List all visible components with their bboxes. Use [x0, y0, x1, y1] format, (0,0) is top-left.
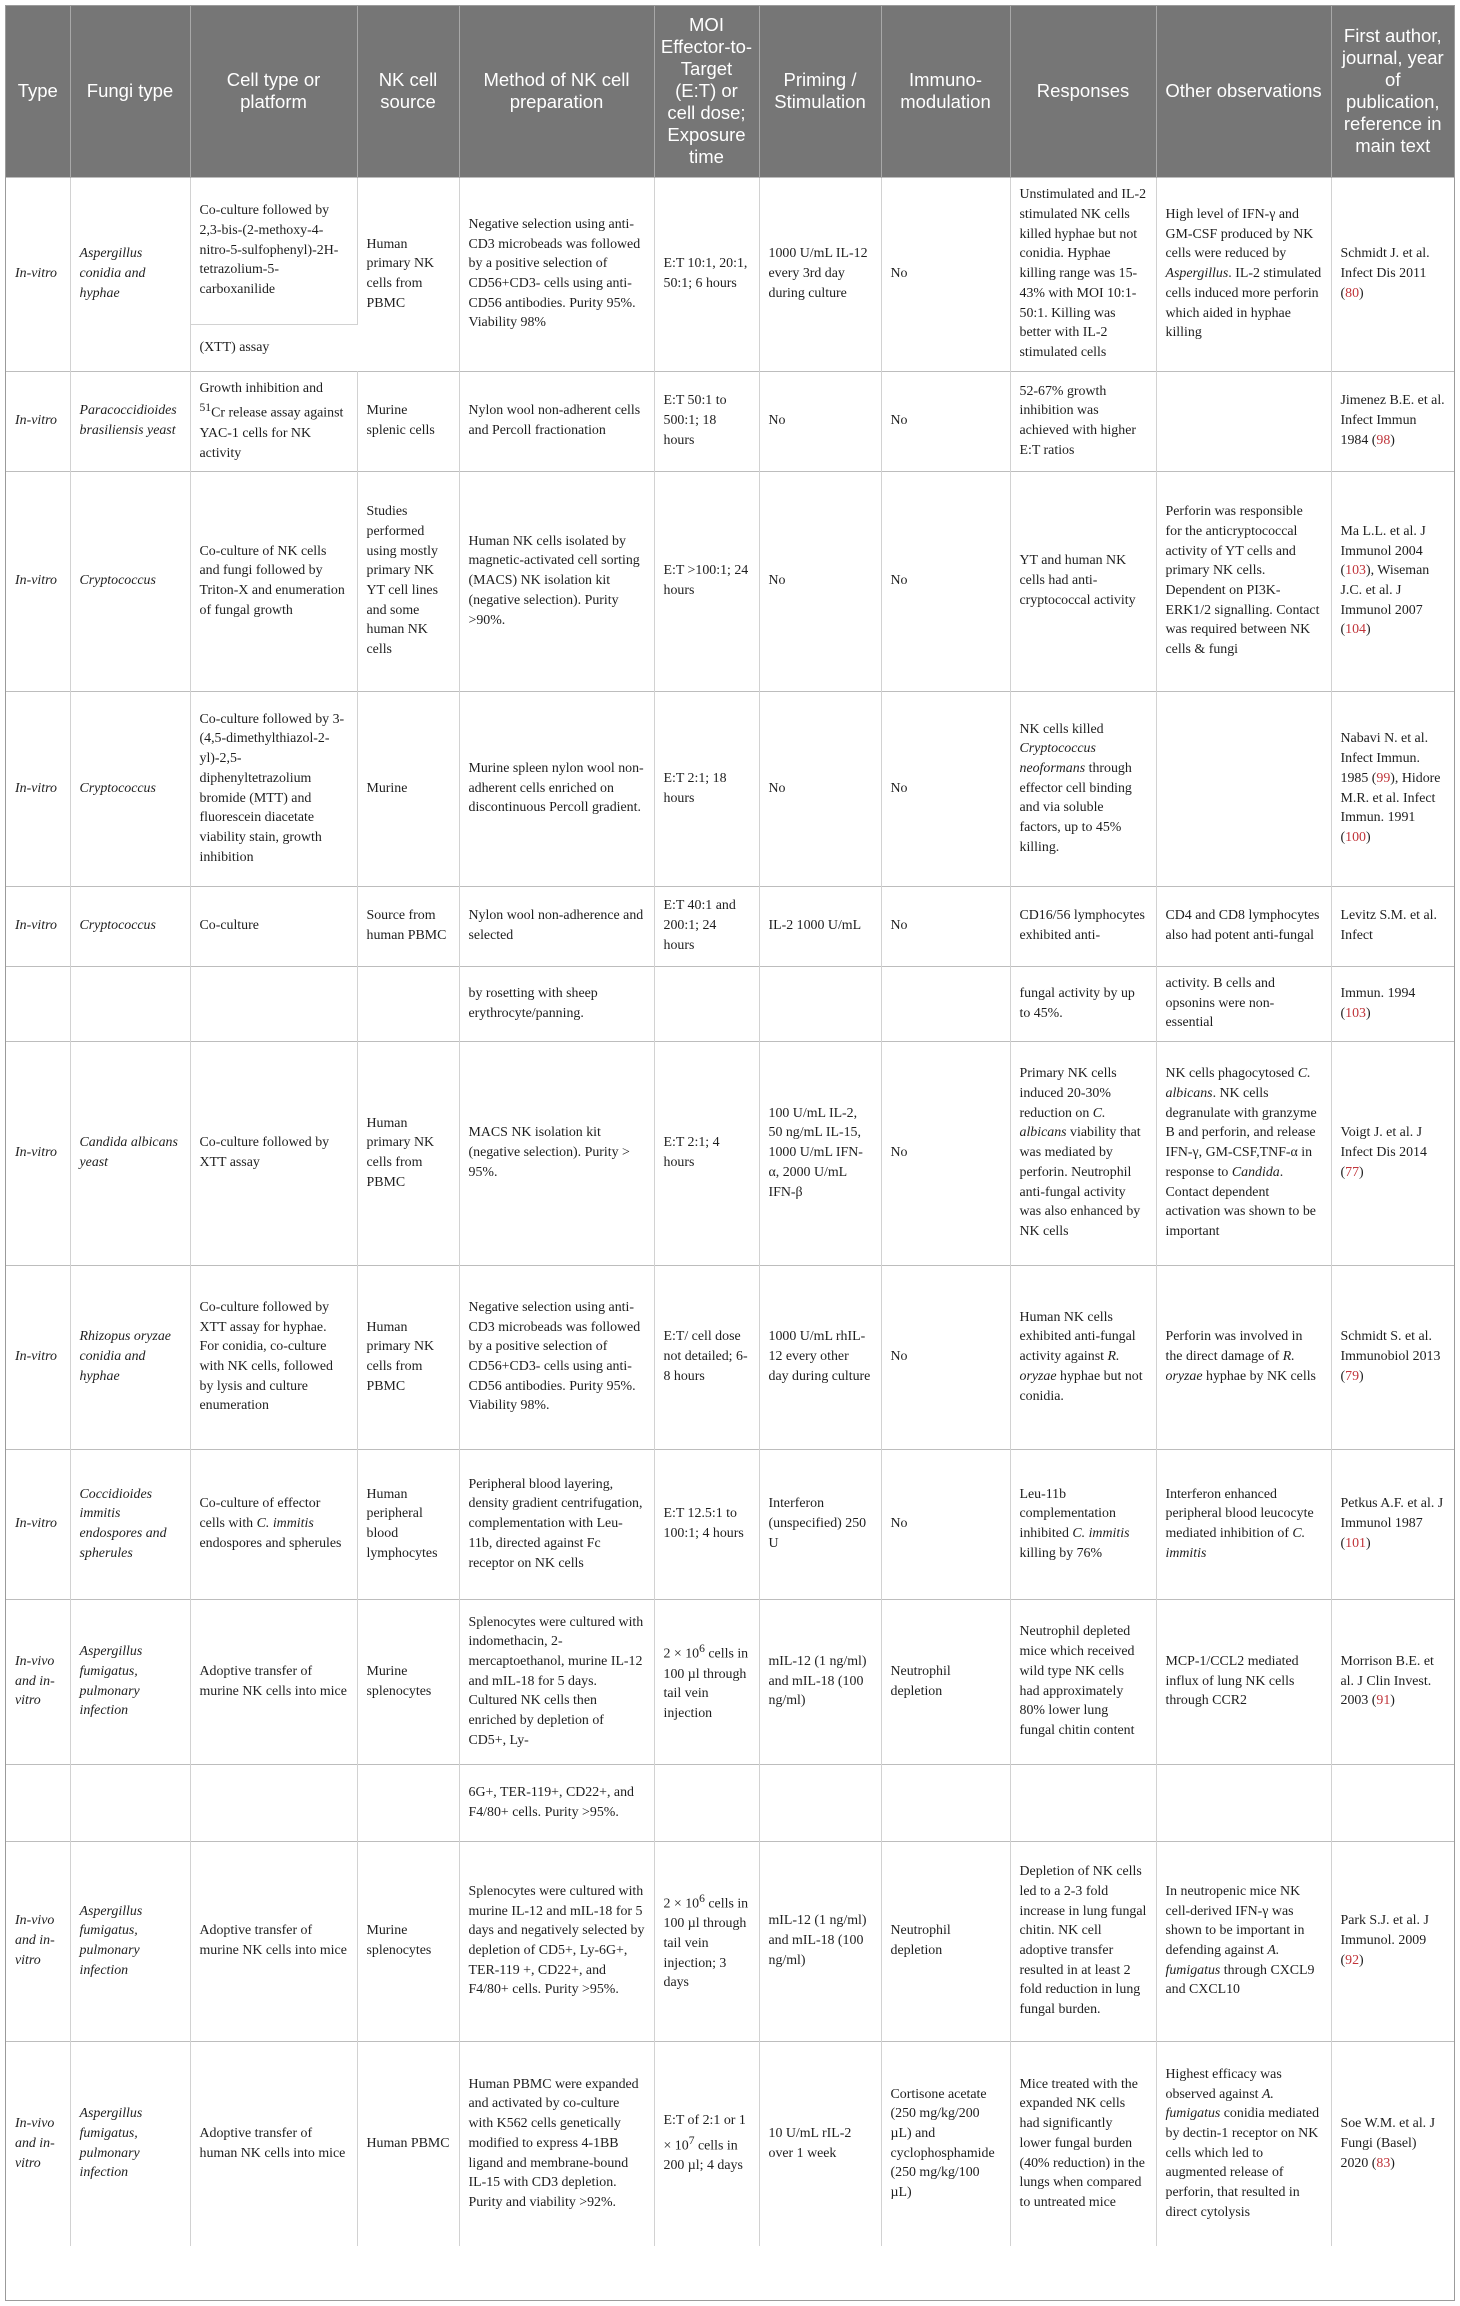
table-container — [5, 5, 1455, 2301]
col-header-type: Type — [6, 6, 70, 177]
cell-immuno: No — [881, 471, 1010, 691]
table-row — [6, 1265, 1454, 1449]
cell-method: Splenocytes were cultured with murine IL-12 and mIL-18 for 5 days and negatively selected by depletion of CD5+, Ly-6G+, TER-119 +, CD22+, and F4/80+ cells. Purity >95%. — [459, 1841, 654, 2041]
cell-method: Nylon wool non-adherence and selected — [459, 886, 654, 966]
cell-method: Peripheral blood layering, density gradient centrifugation, complementation with Leu-11b, directed against Fc receptor on NK cells — [459, 1449, 654, 1599]
reference-link[interactable]: 100 — [1345, 829, 1366, 845]
table-row — [6, 1599, 1454, 1764]
superscript: 6 — [699, 1642, 705, 1656]
text: ) — [1359, 1952, 1364, 1968]
cell-method: Human NK cells isolated by magnetic-activated cell sorting (MACS) NK isolation kit (negative selection). Purity >90%. — [459, 471, 654, 691]
cell-immuno: Cortisone acetate (250 mg/kg/200 µL) and cyclophosphamide (250 mg/kg/100 µL) — [881, 2041, 1010, 2246]
cell-type: In-vivo and in-vitro — [6, 2041, 70, 2246]
superscript: 7 — [688, 2134, 695, 2148]
cell-empty — [70, 966, 190, 1041]
italic-text: Candida — [1231, 1164, 1280, 1180]
cell-method: Negative selection using anti-CD3 microbeads was followed by a positive selection of CD56+CD3- cells using anti-CD56 antibodies. Purity 95%. Viability 98%. — [459, 1265, 654, 1449]
cell-priming: mIL-12 (1 ng/ml) and mIL-18 (100 ng/ml) — [759, 1841, 881, 2041]
text: Interferon enhanced peripheral blood leucocyte mediated inhibition of — [1165, 1486, 1314, 1541]
col-header-cell-type: Cell type or platform — [190, 6, 357, 177]
cell-empty — [759, 966, 881, 1041]
cell-empty — [1010, 1764, 1156, 1841]
text: 2 × 10 — [663, 1896, 700, 1912]
col-header-method: Method of NK cell preparation — [459, 6, 654, 177]
text: ), Hidore M.R. et al. Infect Immun. 1991 ( — [1340, 770, 1441, 845]
text: Primary NK cells induced 20-30% reduction on — [1019, 1066, 1117, 1121]
cell-fungi: Cryptococcus — [70, 886, 190, 966]
cell-moi: E:T 40:1 and 200:1; 24 hours — [654, 886, 759, 966]
cell-platform: Adoptive transfer of human NK cells into mice — [190, 2041, 357, 2246]
text: through effector cell binding and via soluble factors, up to 45% killing. — [1019, 760, 1132, 855]
text: Co-culture of effector cells with — [199, 1496, 321, 1532]
cell-responses — [1010, 691, 1156, 886]
text: through CXCL9 and CXCL10 — [1165, 1962, 1315, 1998]
cell-empty — [1156, 1764, 1331, 1841]
cell-priming: 1000 U/mL rhIL-12 every other day during culture — [759, 1265, 881, 1449]
cell-method: Negative selection using anti-CD3 microbeads was followed by a positive selection of CD56+CD3- cells using anti-CD56 antibodies. Purity 95%. Viability 98% — [459, 177, 654, 371]
table-row — [6, 471, 1454, 691]
col-header-fungi-type: Fungi type — [70, 6, 190, 177]
col-header-responses: Responses — [1010, 6, 1156, 177]
cell-type: In-vitro — [6, 1265, 70, 1449]
cell-moi: E:T >100:1; 24 hours — [654, 471, 759, 691]
col-header-observations: Other observations — [1156, 6, 1331, 177]
cell-reference: Levitz S.M. et al. Infect — [1331, 886, 1454, 966]
reference-link[interactable]: 98 — [1376, 432, 1391, 448]
text: . IL-2 stimulated cells induced more perforin which aided in hyphae killing — [1165, 266, 1322, 341]
reference-link[interactable]: 91 — [1376, 1693, 1391, 1709]
col-header-immunomodulation: Immuno-modulation — [881, 6, 1010, 177]
cell-platform: Co-culture followed by XTT assay — [190, 1041, 357, 1265]
text: Human NK cells exhibited anti-fungal activity against — [1019, 1309, 1136, 1365]
italic-text: Aspergillus — [1165, 266, 1229, 282]
cell-responses — [1010, 1449, 1156, 1599]
cell-immuno: No — [881, 886, 1010, 966]
cell-moi: E:T 10:1, 20:1, 50:1; 6 hours — [654, 177, 759, 371]
cell-reference — [1331, 371, 1454, 471]
text: ) — [1359, 1368, 1364, 1384]
text: Voigt J. et al. J Infect Dis 2014 ( — [1340, 1125, 1427, 1180]
cell-responses — [1010, 1265, 1156, 1449]
cell-observations — [1156, 371, 1331, 471]
cell-fungi: Aspergillus fumigatus, pulmonary infection — [70, 1599, 190, 1764]
cell-type: In-vivo and in-vitro — [6, 1599, 70, 1764]
col-header-moi: MOI Effector-to-Target (E:T) or cell dose; Exposure time — [654, 6, 759, 177]
cell-empty — [70, 1764, 190, 1841]
reference-link[interactable]: 80 — [1345, 285, 1360, 301]
cell-observations — [1156, 1841, 1331, 2041]
text: 2 × 10 — [663, 1646, 700, 1662]
text: High level of IFN-γ and GM-CSF produced by NK cells were reduced by — [1165, 207, 1314, 262]
text: ) — [1390, 2155, 1395, 2171]
text: Jimenez B.E. et al. Infect Immun 1984 ( — [1340, 393, 1445, 448]
italic-text: C. albicans — [1019, 1105, 1106, 1141]
reference-link[interactable]: 103 — [1345, 563, 1366, 579]
cell-priming: Interferon (unspecified) 250 U — [759, 1449, 881, 1599]
cell-empty — [190, 966, 357, 1041]
cell-observations — [1156, 691, 1331, 886]
text: Growth inhibition and — [199, 380, 323, 396]
cell-fungi: Aspergillus fumigatus, pulmonary infection — [70, 1841, 190, 2041]
superscript: 6 — [699, 1891, 705, 1905]
text: . Contact dependent activation was shown to be important — [1165, 1164, 1316, 1239]
text: Leu-11b complementation inhibited — [1019, 1486, 1116, 1541]
cell-reference — [1331, 471, 1454, 691]
cell-reference — [1331, 1449, 1454, 1599]
cell-type: In-vitro — [6, 1449, 70, 1599]
text: E:T of 2:1 or 1 × 10 — [663, 2113, 746, 2154]
cell-priming: No — [759, 471, 881, 691]
table-row — [6, 691, 1454, 886]
cell-empty — [654, 1764, 759, 1841]
text: ) — [1365, 1005, 1371, 1021]
cell-reference — [1331, 1265, 1454, 1449]
cell-responses: Neutrophil depleted mice which received wild type NK cells had approximately 80% lower lung fungal chitin content — [1010, 1599, 1156, 1764]
cell-responses — [1010, 1041, 1156, 1265]
cell-empty — [6, 1764, 70, 1841]
cell-empty — [357, 1764, 459, 1841]
text: Ma L.L. et al. J Immunol 2004 ( — [1340, 523, 1426, 579]
cell-empty — [759, 1764, 881, 1841]
text: endospores and spherules — [199, 1535, 342, 1551]
cell-moi: E:T 2:1; 18 hours — [654, 691, 759, 886]
cell-observations — [1156, 1041, 1331, 1265]
cell-source: Human primary NK cells from PBMC — [357, 1265, 459, 1449]
text: ) — [1390, 1693, 1395, 1709]
cell-responses: YT and human NK cells had anti-cryptococcal activity — [1010, 471, 1156, 691]
cell-responses: Depletion of NK cells led to a 2-3 fold increase in lung fungal chitin. NK cell adoptive transfer resulted in at least 2 fold reduction in lung fungal burden. — [1010, 1841, 1156, 2041]
cell-empty — [6, 966, 70, 1041]
text: Perforin was involved in the direct damage of — [1165, 1329, 1303, 1365]
cell-priming: No — [759, 691, 881, 886]
cell-priming: 10 U/mL rIL-2 over 1 week — [759, 2041, 881, 2246]
italic-text: C. immitis — [1072, 1526, 1130, 1541]
italic-text: C. immitis — [1165, 1526, 1306, 1561]
table-row — [6, 1449, 1454, 1599]
cell-source: Murine splenic cells — [357, 371, 459, 471]
reference-link[interactable]: 101 — [1345, 1535, 1366, 1551]
cell-platform: Co-culture followed by 3-(4,5-dimethylthiazol-2-yl)-2,5-diphenyltetrazolium bromide (MTT) and fluorescein diacetate viability stain, growth inhibition — [190, 691, 357, 886]
cell-platform: Co-culture followed by 2,3-bis-(2-methoxy-4-nitro-5-sulfophenyl)-2H-tetrazolium-5-carboxanilide — [190, 177, 357, 324]
cell-type: In-vitro — [6, 1041, 70, 1265]
text: Cr release assay against YAC-1 cells for NK activity — [199, 406, 344, 461]
cell-responses: Mice treated with the expanded NK cells had significantly lower fungal burden (40% reduction) in the lungs when compared to untreated mice — [1010, 2041, 1156, 2246]
cell-fungi: Aspergillus fumigatus, pulmonary infection — [70, 2041, 190, 2246]
cell-empty — [881, 1764, 1010, 1841]
cell-empty — [654, 966, 759, 1041]
cell-source: Human primary NK cells from PBMC — [357, 177, 459, 371]
cell-immuno: No — [881, 177, 1010, 371]
cell-source: Human peripheral blood lymphocytes — [357, 1449, 459, 1599]
text: Soe W.M. et al. J Fungi (Basel) 2020 ( — [1340, 2116, 1436, 2171]
reference-link[interactable]: 83 — [1376, 2155, 1391, 2171]
table-row — [6, 2041, 1454, 2246]
cell-empty — [357, 966, 459, 1041]
italic-text: R. oryzae — [1165, 1349, 1295, 1384]
cell-fungi: Rhizopus oryzae conidia and hyphae — [70, 1265, 190, 1449]
text: cells in 100 µl through tail vein injection; 3 days — [663, 1896, 749, 1991]
cell-priming: IL-2 1000 U/mL — [759, 886, 881, 966]
cell-fungi: Cryptococcus — [70, 471, 190, 691]
cell-platform: Adoptive transfer of murine NK cells into mice — [190, 1599, 357, 1764]
cell-method-cont: 6G+, TER-119+, CD22+, and F4/80+ cells. Purity >95%. — [459, 1764, 654, 1841]
cell-moi: E:T 50:1 to 500:1; 18 hours — [654, 371, 759, 471]
cell-immuno: No — [881, 1449, 1010, 1599]
col-header-priming: Priming / Stimulation — [759, 6, 881, 177]
text: NK cells phagocytosed — [1165, 1066, 1298, 1082]
cell-empty — [190, 1764, 357, 1841]
reference-link[interactable]: 99 — [1376, 770, 1391, 786]
reference-link[interactable]: 103 — [1345, 1005, 1366, 1021]
italic-text: C. albicans — [1165, 1066, 1311, 1102]
cell-type: In-vitro — [6, 886, 70, 966]
cell-immuno: No — [881, 691, 1010, 886]
cell-source: Murine splenocytes — [357, 1841, 459, 2041]
cell-method-cont: by rosetting with sheep erythrocyte/panning. — [459, 966, 654, 1041]
text: ) — [1359, 285, 1364, 301]
table-row-cont — [6, 966, 1454, 1041]
cell-fungi: Aspergillus conidia and hyphae — [70, 177, 190, 371]
cell-platform: Co-culture followed by XTT assay for hyphae. For conidia, co-culture with NK cells, followed by lysis and culture enumeration — [190, 1265, 357, 1449]
cell-immuno: No — [881, 1265, 1010, 1449]
cell-empty — [1331, 1764, 1454, 1841]
cell-fungi: Candida albicans yeast — [70, 1041, 190, 1265]
cell-type: In-vitro — [6, 471, 70, 691]
cell-source: Human primary NK cells from PBMC — [357, 1041, 459, 1265]
cell-platform: Co-culture — [190, 886, 357, 966]
cell-immuno: No — [881, 371, 1010, 471]
cell-moi — [654, 2041, 759, 2246]
reference-link[interactable]: 104 — [1345, 622, 1366, 638]
cell-platform — [190, 371, 357, 471]
text: Petkus A.F. et al. J Immunol 1987 ( — [1340, 1496, 1444, 1551]
cell-method: MACS NK isolation kit (negative selection). Purity > 95%. — [459, 1041, 654, 1265]
text: hyphae by NK cells — [1202, 1368, 1316, 1384]
italic-text: A. fumigatus — [1165, 2086, 1274, 2122]
cell-moi: E:T/ cell dose not detailed; 6-8 hours — [654, 1265, 759, 1449]
table-row-cont — [6, 1764, 1454, 1841]
cell-responses: 52-67% growth inhibition was achieved with higher E:T ratios — [1010, 371, 1156, 471]
header-row — [6, 6, 1454, 177]
cell-responses: Unstimulated and IL-2 stimulated NK cells killed hyphae but not conidia. Hyphae killing range was 15-43% with MOI 10:1-50:1. Killing was better with IL-2 stimulated cells — [1010, 177, 1156, 371]
cell-moi — [654, 1841, 759, 2041]
cell-moi: E:T 2:1; 4 hours — [654, 1041, 759, 1265]
cell-reference — [1331, 177, 1454, 371]
cell-method: Splenocytes were cultured with indomethacin, 2-mercaptoethanol, murine IL-12 and mIL-18 for 5 days. Cultured NK cells then enriched by depletion of CD5+, Ly- — [459, 1599, 654, 1764]
table-row — [6, 177, 1454, 324]
cell-reference-cont — [1331, 966, 1454, 1041]
text: Immun. 1994 ( — [1340, 985, 1416, 1021]
cell-immuno: Neutrophil depletion — [881, 1841, 1010, 2041]
text: conidia mediated by dectin-1 receptor on NK cells which led to augmented release of perforin, that resulted in direct cytolysis — [1165, 2106, 1320, 2220]
cell-priming: 1000 U/mL IL-12 every 3rd day during culture — [759, 177, 881, 371]
text: cells in 100 µl through tail vein injection — [663, 1646, 749, 1722]
reference-link[interactable]: 79 — [1345, 1368, 1360, 1384]
cell-observations — [1156, 1449, 1331, 1599]
cell-reference — [1331, 1841, 1454, 2041]
italic-text: Cryptococcus neoformans — [1019, 741, 1096, 776]
text: NK cells killed — [1019, 721, 1104, 737]
cell-responses-cont: fungal activity by up to 45%. — [1010, 966, 1156, 1041]
col-header-nk-source: NK cell source — [357, 6, 459, 177]
table-row — [6, 1841, 1454, 2041]
cell-platform: Co-culture of NK cells and fungi followed by Triton-X and enumeration of fungal growth — [190, 471, 357, 691]
cell-reference — [1331, 691, 1454, 886]
cell-platform: Adoptive transfer of murine NK cells into mice — [190, 1841, 357, 2041]
table-row — [6, 1041, 1454, 1265]
table-row — [6, 371, 1454, 471]
cell-observations: MCP-1/CCL2 mediated influx of lung NK cells through CCR2 — [1156, 1599, 1331, 1764]
nk-cell-fungi-table — [6, 6, 1454, 2246]
cell-immuno: Neutrophil depletion — [881, 1599, 1010, 1764]
text: Park S.J. et al. J Immunol. 2009 ( — [1340, 1913, 1429, 1968]
text: ) — [1390, 432, 1395, 448]
italic-text: C. immitis — [256, 1516, 314, 1532]
reference-link[interactable]: 77 — [1345, 1164, 1360, 1180]
cell-platform-cont: (XTT) assay — [190, 324, 357, 371]
text: Morrison B.E. et al. J Clin Invest. 2003 ( — [1340, 1653, 1434, 1709]
text: ), Wiseman J.C. et al. J Immunol 2007 ( — [1340, 563, 1430, 638]
text: ) — [1365, 622, 1371, 638]
cell-source: Studies performed using mostly primary NK YT cell lines and some human NK cells — [357, 471, 459, 691]
italic-text: R. oryzae — [1019, 1349, 1120, 1384]
text: Highest efficacy was observed against — [1165, 2066, 1282, 2102]
cell-type: In-vivo and in-vitro — [6, 1841, 70, 2041]
cell-observations: CD4 and CD8 lymphocytes also had potent anti-fungal — [1156, 886, 1331, 966]
cell-observations: Perforin was responsible for the anticryptococcal activity of YT cells and primary NK cells. Dependent on PI3K-ERK1/2 signalling. Contact was required between NK cells & fungi — [1156, 471, 1331, 691]
cell-observations-cont: activity. B cells and opsonins were non-essential — [1156, 966, 1331, 1041]
cell-observations — [1156, 177, 1331, 371]
cell-source: Murine splenocytes — [357, 1599, 459, 1764]
cell-method: Nylon wool non-adherent cells and Percoll fractionation — [459, 371, 654, 471]
cell-reference — [1331, 1041, 1454, 1265]
cell-method: Murine spleen nylon wool non-adherent cells enriched on discontinuous Percoll gradient. — [459, 691, 654, 886]
italic-text: A. fumigatus — [1165, 1943, 1280, 1978]
cell-priming: mIL-12 (1 ng/ml) and mIL-18 (100 ng/ml) — [759, 1599, 881, 1764]
cell-observations — [1156, 1265, 1331, 1449]
cell-source: Human PBMC — [357, 2041, 459, 2246]
table-row — [6, 886, 1454, 966]
text: Schmidt J. et al. Infect Dis 2011 ( — [1340, 246, 1430, 301]
cell-source: Source from human PBMC — [357, 886, 459, 966]
cell-source: Murine — [357, 691, 459, 886]
text: hyphae but not conidia. — [1019, 1368, 1143, 1404]
cell-type: In-vitro — [6, 691, 70, 886]
cell-moi: E:T 12.5:1 to 100:1; 4 hours — [654, 1449, 759, 1599]
text: . NK cells degranulate with granzyme B and perforin, and release IFN-γ, GM-CSF,TNF-α in response to — [1165, 1086, 1317, 1180]
cell-platform — [190, 1449, 357, 1599]
col-header-reference: First author, journal, year of publication, reference in main text — [1331, 6, 1454, 177]
cell-immuno: No — [881, 1041, 1010, 1265]
cell-responses: CD16/56 lymphocytes exhibited anti- — [1010, 886, 1156, 966]
text: ) — [1359, 1164, 1364, 1180]
cell-priming: No — [759, 371, 881, 471]
cell-moi — [654, 1599, 759, 1764]
cell-fungi: Paracoccidioides brasiliensis yeast — [70, 371, 190, 471]
text: cells in 200 µl; 4 days — [663, 2138, 743, 2174]
text: viability that was mediated by perforin. Neutrophil anti-fungal activity was also enhanced by NK cells — [1019, 1125, 1141, 1239]
cell-reference — [1331, 1599, 1454, 1764]
cell-priming: 100 U/mL IL-2, 50 ng/mL IL-15, 1000 U/mL IFN-α, 2000 U/mL IFN-β — [759, 1041, 881, 1265]
cell-observations — [1156, 2041, 1331, 2246]
reference-link[interactable]: 92 — [1345, 1952, 1360, 1968]
text: killing by 76% — [1019, 1545, 1103, 1561]
cell-fungi: Coccidioides immitis endospores and spherules — [70, 1449, 190, 1599]
cell-empty — [881, 966, 1010, 1041]
cell-fungi: Cryptococcus — [70, 691, 190, 886]
text: In neutropenic mice NK cell-derived IFN-γ was shown to be important in defending against — [1165, 1883, 1305, 1958]
text: ) — [1365, 1535, 1371, 1551]
text: Schmidt S. et al. Immunobiol 2013 ( — [1340, 1329, 1441, 1384]
cell-method: Human PBMC were expanded and activated by co-culture with K562 cells genetically modified to express 4-1BB ligand and membrane-bound IL-15 with CD3 depletion. Purity and viability >92%. — [459, 2041, 654, 2246]
cell-type: In-vitro — [6, 371, 70, 471]
superscript: 51 — [199, 401, 212, 415]
cell-type: In-vitro — [6, 177, 70, 371]
text: Nabavi N. et al. Infect Immun. 1985 ( — [1340, 731, 1429, 786]
cell-reference — [1331, 2041, 1454, 2246]
text: ) — [1365, 829, 1371, 845]
